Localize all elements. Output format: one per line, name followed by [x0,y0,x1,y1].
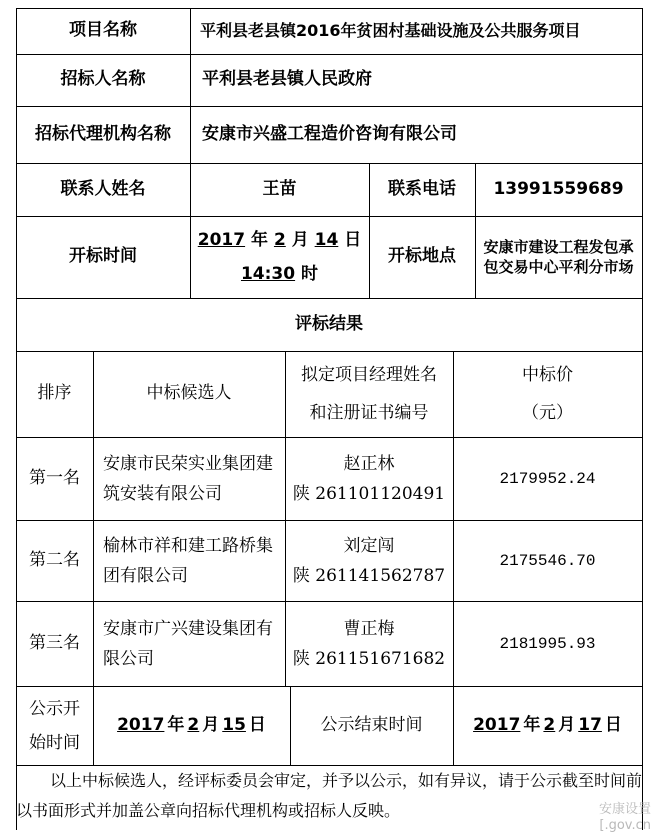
unit-day: 日 [344,230,362,250]
manager-cell [285,437,453,520]
contact-value: 王苗 [262,178,297,199]
phone-label: 联系电话 [388,178,456,199]
col-rank-header: 排序 [37,383,72,404]
candidate-cell: 榆林市祥和建工路桥集团有限公司 [103,535,273,586]
start-year: 2017 [117,714,165,735]
start-day: 15 [222,714,246,735]
rank-cell: 第一名 [29,467,80,488]
end-day: 17 [578,714,602,735]
col-manager-header [285,351,453,437]
open-place-value: 安康市建设工程发包承包交易中心平利分市场 [483,237,634,276]
results-title: 评标结果 [295,313,363,334]
manager-name: 刘定闯 [343,535,395,556]
rank-cell: 第二名 [29,549,80,570]
open-day: 14 [314,230,339,250]
publicity-start-label [16,686,93,765]
candidate-cell: 安康市广兴建设集团有限公司 [103,618,273,669]
end-year: 2017 [473,714,521,735]
start-month: 2 [187,714,200,735]
unit-month: 月 [202,714,220,735]
open-clock: 14:30 [240,264,296,284]
unit-hour: 时 [301,264,319,284]
publicity-start-label-line2: 始时间 [29,732,80,753]
col-price-header [453,351,642,437]
unit-year: 年 [167,714,185,735]
col-price-line2: （元） [522,403,573,423]
publicity-start-label-line1: 公示开 [29,698,80,719]
manager-cert: 陕 261141562787 [292,565,446,586]
open-time-value [190,216,369,298]
unit-month: 月 [291,230,309,250]
project-name-label: 项目名称 [69,20,137,41]
manager-name: 曹正梅 [343,618,395,639]
watermark-line1: 安康设置 [598,802,651,817]
price-cell: 2175546.70 [499,551,596,570]
agency-value: 安康市兴盛工程造价咨询有限公司 [202,123,457,144]
unit-day: 日 [248,714,266,735]
watermark-line2: [.gov.cn [599,818,651,833]
unit-year: 年 [251,230,269,250]
price-cell: 2179952.24 [499,469,596,488]
open-time-label: 开标时间 [69,246,137,267]
project-name-value: 平利县老县镇2016年贫困村基础设施及公共服务项目 [200,21,581,40]
unit-year: 年 [523,714,541,735]
manager-cert: 陕 261101120491 [292,483,446,504]
manager-cert: 陕 261151671682 [292,648,446,669]
candidate-cell: 安康市民荣实业集团建筑安装有限公司 [103,453,273,504]
watermark [599,802,651,834]
tenderer-label: 招标人名称 [60,69,146,90]
open-year: 2017 [197,230,246,250]
publicity-end-value [453,686,642,765]
agency-label: 招标代理机构名称 [35,123,171,144]
col-manager-line2: 和注册证书编号 [309,403,429,423]
contact-label: 联系人姓名 [60,178,146,199]
manager-cell [285,520,453,601]
rank-cell: 第三名 [29,632,80,653]
phone-value: 13991559689 [493,178,624,199]
col-price-line1: 中标价 [522,365,573,385]
notice-text: 以上中标候选人，经评标委员会审定，并予以公示，如有异议，请于公示截至时间前以书面形式并加盖公章向招标代理机构或招标人反映。 [16,771,643,820]
manager-name: 赵正林 [343,453,395,474]
price-cell: 2181995.93 [499,634,596,653]
unit-day: 日 [604,714,622,735]
open-month: 2 [273,230,286,250]
end-month: 2 [543,714,556,735]
publicity-end-label: 公示结束时间 [320,714,423,735]
col-candidate-header: 中标候选人 [146,383,232,404]
col-manager-line1: 拟定项目经理姓名 [301,365,437,385]
tenderer-value: 平利县老县镇人民政府 [202,69,372,90]
unit-month: 月 [558,714,576,735]
publicity-start-value [93,686,290,765]
manager-cell [285,601,453,686]
open-place-label: 开标地点 [388,246,456,267]
